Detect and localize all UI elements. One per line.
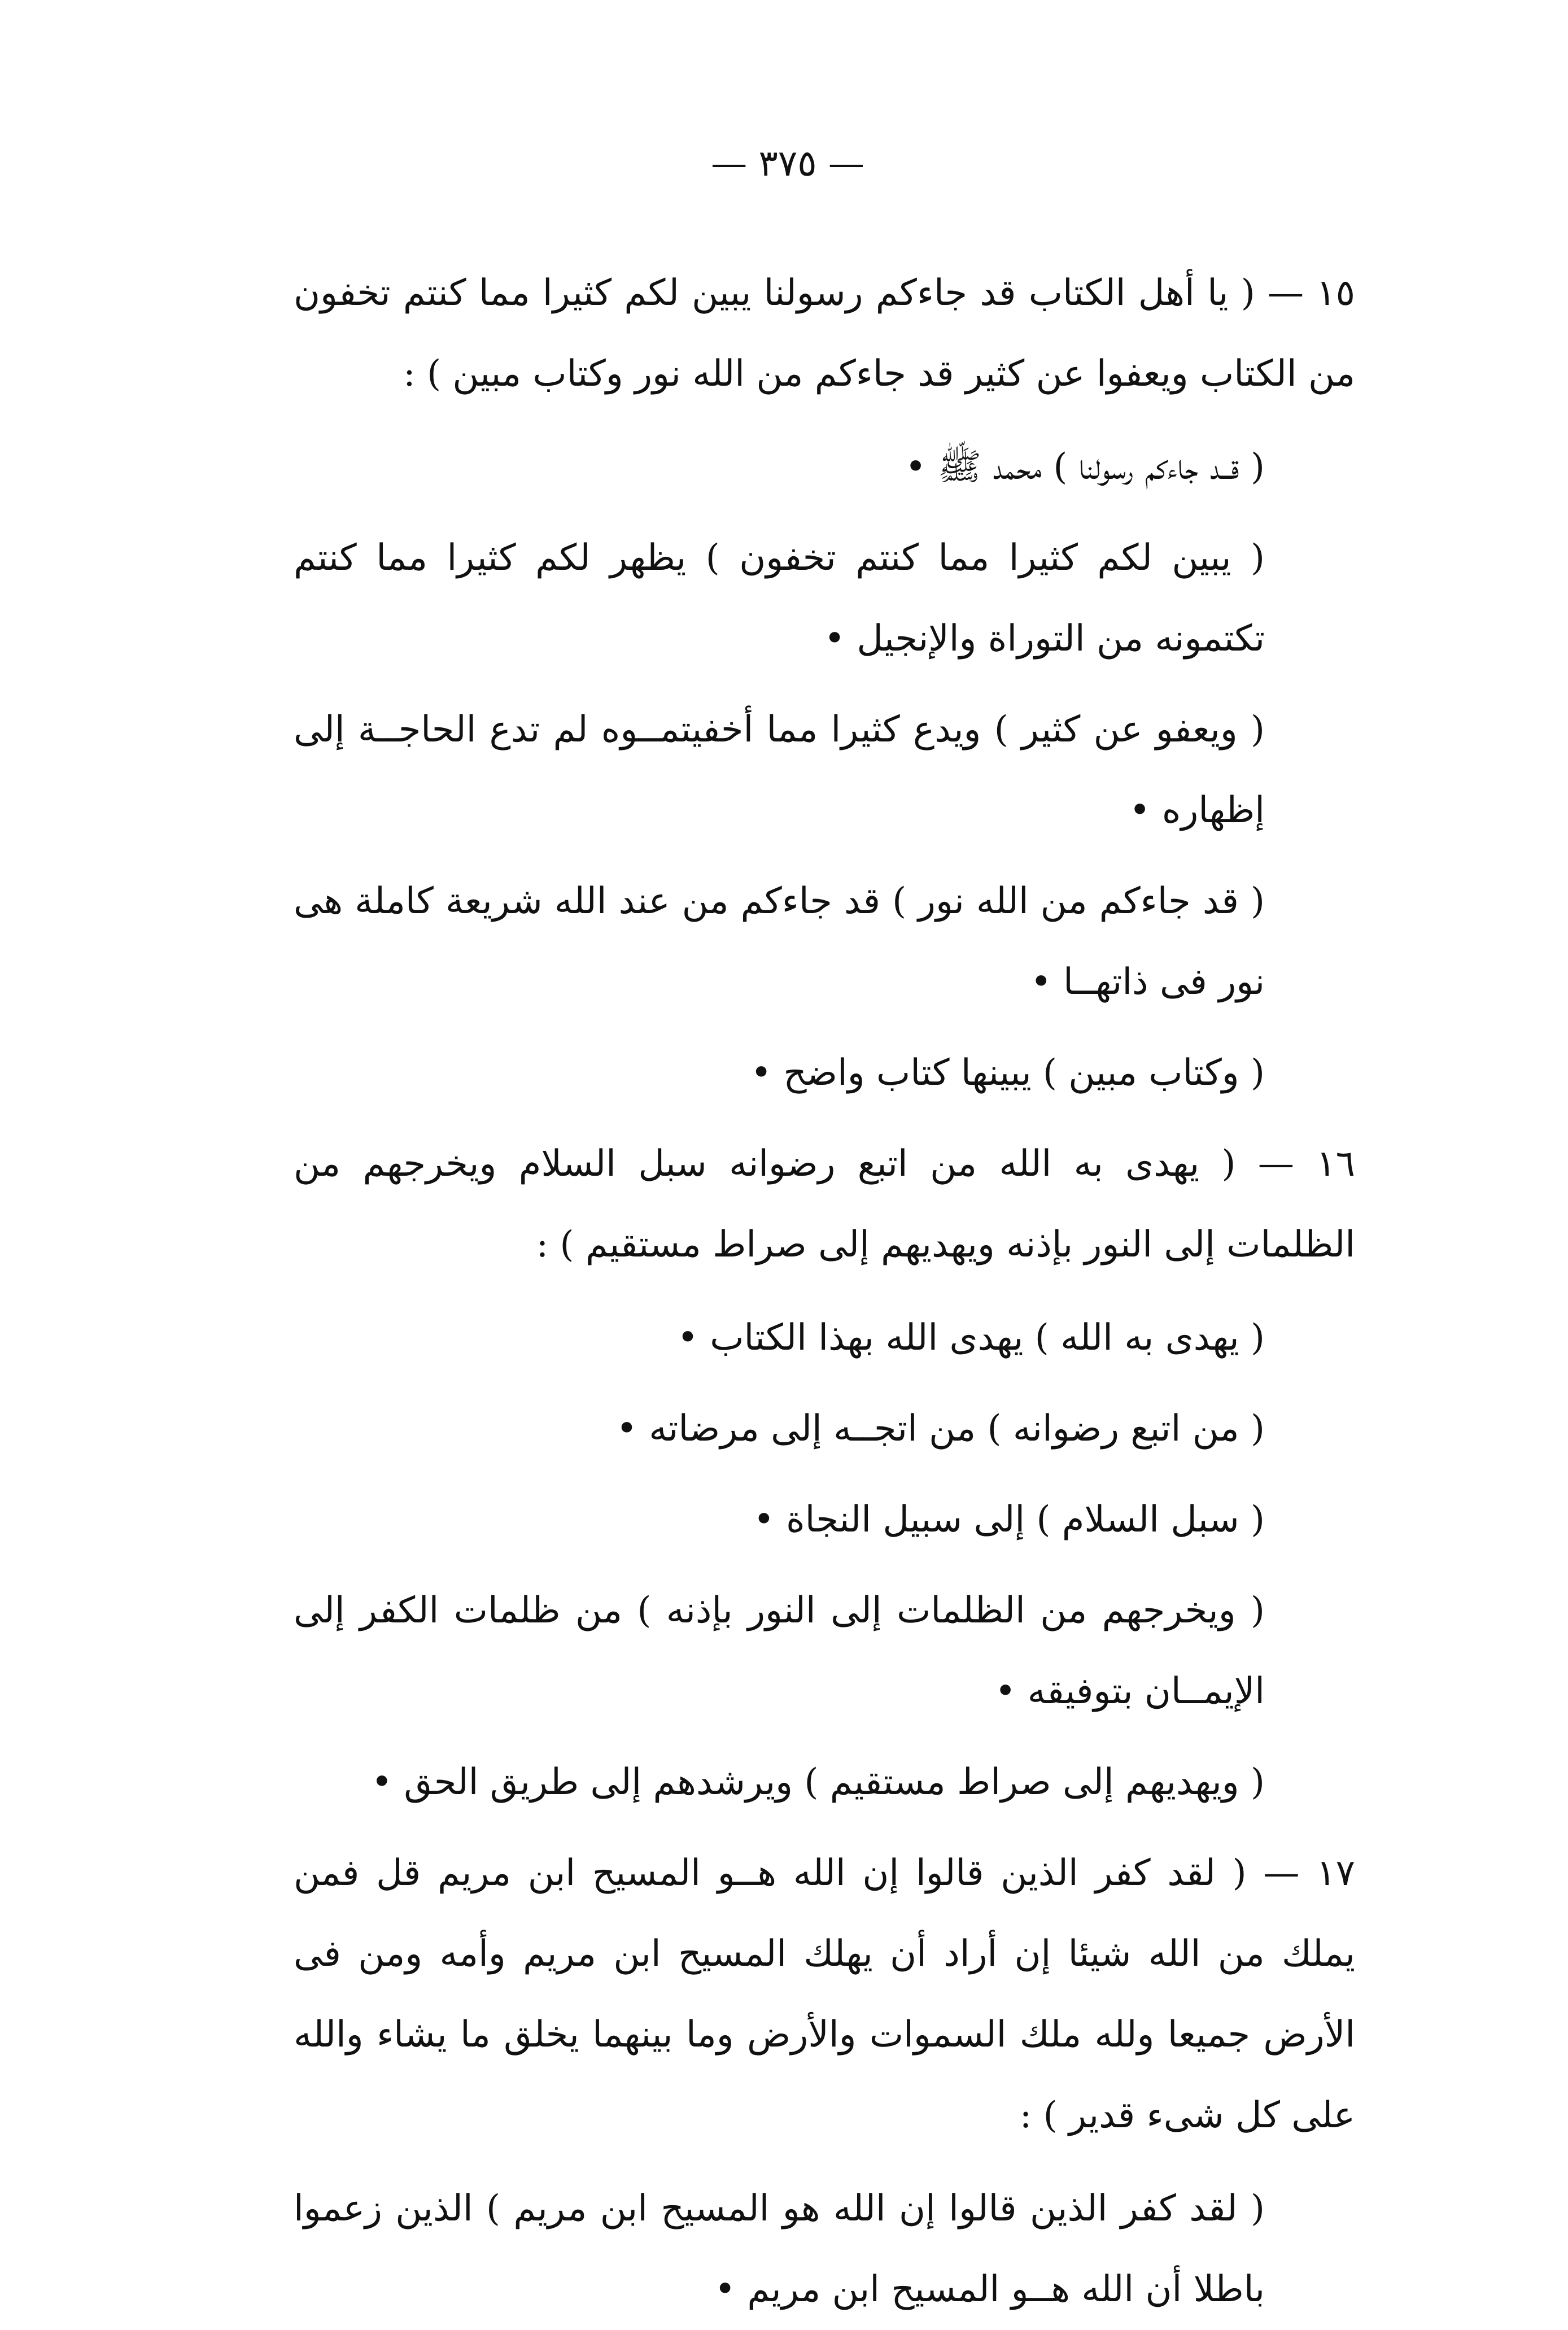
page-number: — ٣٧٥ — — [711, 143, 864, 185]
commentary-paragraph: ( قد جاءكم من الله نور ) قد جاءكم من عند الله شريعة كاملة هى نور فى ذاتهــا • — [294, 880, 1265, 1003]
verse-17-paragraph: ١٧ — ( لقد كفر الذين قالوا إن الله هــو المسيح ابن مريم قل فمن يملك من الله شيئا إن أراد أن يهلك المسيح ابن مريم وأمه ومن فى الأرض جميعا ولله ملك السموات والأرض وما بينهما يخلق ما يشاء والله على كل شىء قدير ) : — [294, 1852, 1356, 2136]
commentary-paragraph: ( لقد كفر الذين قالوا إن الله هو المسيح ابن مريم ) الذين زعموا باطلا أن الله هــو المسيح ابن مريم • — [294, 2188, 1265, 2310]
commentary-paragraph: ( ويهديهم إلى صراط مستقيم ) ويرشدهم إلى طريق الحق • — [371, 1761, 1265, 1803]
verse-16-paragraph: ١٦ — ( يهدى به الله من اتبع رضوانه سبل السلام ويخرجهم من الظلمات إلى النور بإذنه ويهديهم إلى صراط مستقيم ) : — [294, 1143, 1355, 1266]
commentary-paragraph: ( وكتاب مبين ) يبينها كتاب واضح • — [750, 1052, 1265, 1094]
commentary-paragraph: ( من اتبع رضوانه ) من اتجــه إلى مرضاته • — [616, 1408, 1265, 1450]
verse-15-paragraph: ١٥ — ( يا أهل الكتاب قد جاءكم رسولنا يبين لكم كثيرا مما كنتم تخفون من الكتاب ويعفوا عن كثير قد جاءكم من الله نور وكتاب مبين ) : — [294, 272, 1355, 395]
commentary-paragraph: ( ويعفو عن كثير ) ويدع كثيرا مما أخفيتمــوه لم تدع الحاجــة إلى إظهاره • — [294, 709, 1265, 831]
commentary-paragraph: ( ويخرجهم من الظلمات إلى النور بإذنه ) من ظلمات الكفر إلى الإيمــان بتوفيقه • — [294, 1590, 1265, 1712]
commentary-paragraph: ( يبين لكم كثيرا مما كنتم تخفون ) يظهر لكم كثيرا مما كنتم تكتمونه من التوراة والإنجيل • — [294, 537, 1265, 660]
commentary-paragraph: ( يهدى به الله ) يهدى الله بهذا الكتاب • — [677, 1317, 1265, 1359]
commentary-paragraph: ( سبل السلام ) إلى سبيل النجاة • — [753, 1499, 1265, 1541]
commentary-body — [294, 243, 1355, 2330]
commentary-paragraph: ( قــد جاءكم رسولنا ) محمد ﷺ • — [905, 446, 1265, 488]
